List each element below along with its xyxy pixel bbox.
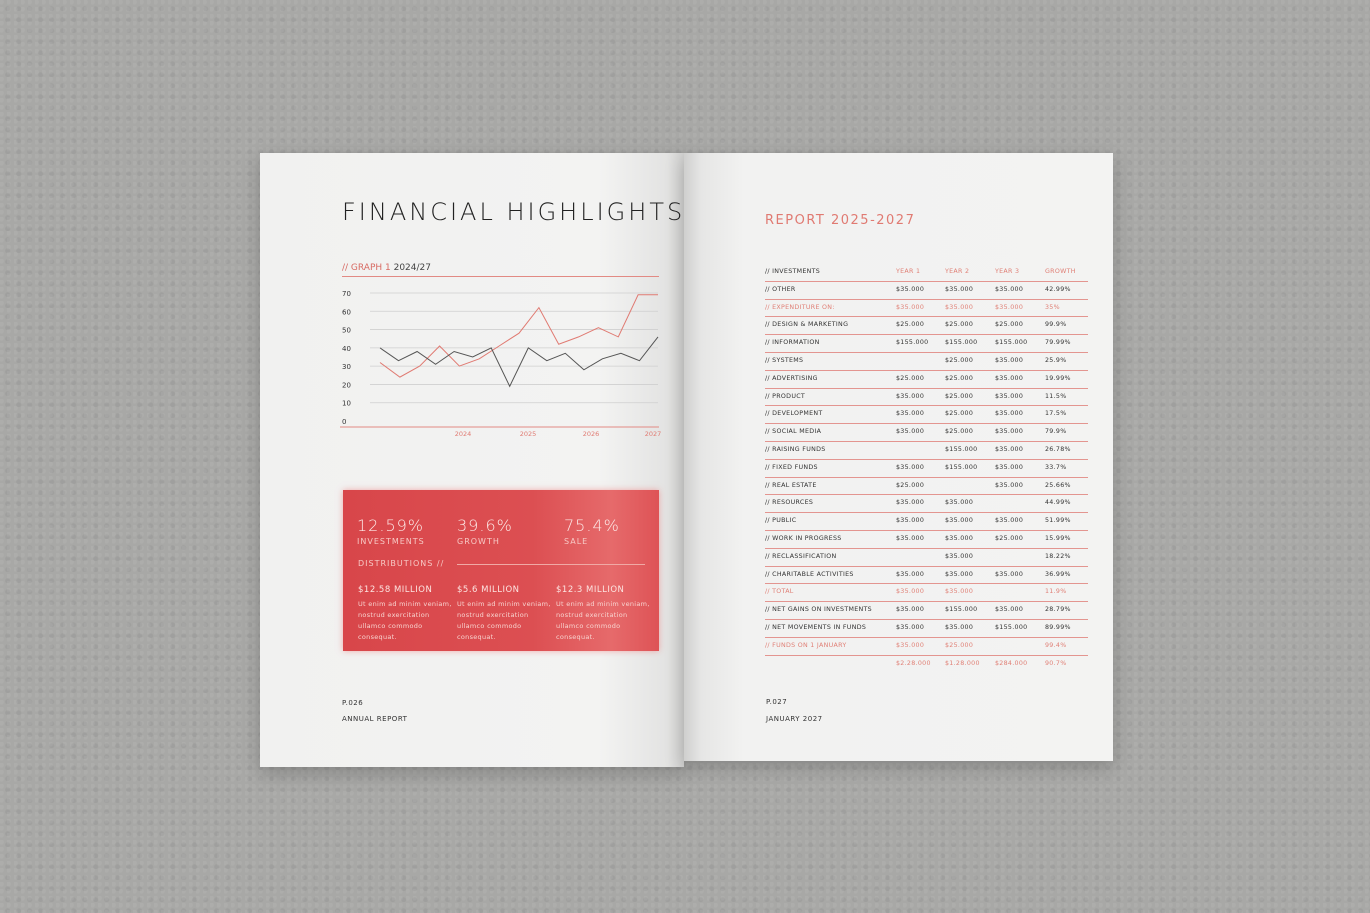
table-cell: $35.000 xyxy=(896,606,925,614)
table-cell: 17.5% xyxy=(1045,410,1067,418)
table-cell: // EXPENDITURE ON: xyxy=(765,303,835,311)
table-cell: $155.000 xyxy=(945,445,978,453)
table-cell: $155.000 xyxy=(945,339,978,347)
table-cell: $35.000 xyxy=(945,588,974,596)
table-cell: // SYSTEMS xyxy=(765,356,804,364)
table-cell: 90.7% xyxy=(1045,659,1067,667)
x-tick-label: 2024 xyxy=(454,430,472,438)
table-cell: // PUBLIC xyxy=(765,517,797,525)
table-cell: // REAL ESTATE xyxy=(765,481,817,489)
table-row xyxy=(765,531,1088,549)
table-cell: 28.79% xyxy=(1045,606,1071,614)
table-cell: $155.000 xyxy=(995,339,1028,347)
table-cell: $25.000 xyxy=(945,392,974,400)
table-cell: // ADVERTISING xyxy=(765,374,818,382)
table-cell: $35.000 xyxy=(995,570,1024,578)
table-cell: 42.99% xyxy=(1045,285,1071,293)
table-cell: $25.000 xyxy=(945,641,974,649)
stat-sale-label: SALE xyxy=(564,537,589,546)
table-cell: $35.000 xyxy=(896,428,925,436)
table-cell: 79.99% xyxy=(1045,339,1071,347)
table-cell: $35.000 xyxy=(945,303,974,311)
table-cell: $25.000 xyxy=(995,321,1024,329)
table-row xyxy=(765,549,1088,567)
left-page xyxy=(260,153,684,767)
table-cell: 18.22% xyxy=(1045,552,1071,560)
table-cell: $35.000 xyxy=(896,641,925,649)
table-cell: $35.000 xyxy=(896,517,925,525)
table-cell: $25.000 xyxy=(995,534,1024,542)
table-cell: // WORK IN PROGRESS xyxy=(765,534,842,542)
y-tick-label: 70 xyxy=(342,290,351,298)
y-tick-label: 30 xyxy=(342,363,351,372)
table-cell: 99.4% xyxy=(1045,641,1067,649)
table-cell: // TOTAL xyxy=(765,588,794,596)
table-cell: $35.000 xyxy=(896,303,925,311)
table-cell: 25.66% xyxy=(1045,481,1071,489)
stat-investments-value: 12.59% xyxy=(357,516,425,535)
table-cell: $25.000 xyxy=(945,374,974,382)
right-page-number: P.027 xyxy=(766,698,788,706)
table-cell: $25.000 xyxy=(945,428,974,436)
table-row xyxy=(765,478,1088,496)
table-cell: $35.000 xyxy=(896,463,925,471)
table-cell: $35.000 xyxy=(995,285,1024,293)
table-cell: 51.99% xyxy=(1045,517,1071,525)
table-cell: // FUNDS ON 1 JANUARY xyxy=(765,641,847,649)
table-cell: $35.000 xyxy=(945,517,974,525)
stat-growth-label: GROWTH xyxy=(457,537,500,546)
table-cell: $25.000 xyxy=(896,321,925,329)
table-cell: $35.000 xyxy=(995,517,1024,525)
x-tick-label: 2027 xyxy=(644,430,662,438)
y-tick-label: 40 xyxy=(342,344,351,353)
table-cell: $155.000 xyxy=(945,606,978,614)
table-cell: 36.99% xyxy=(1045,570,1071,578)
table-row xyxy=(765,513,1088,531)
table-cell: $35.000 xyxy=(896,392,925,400)
distribution-amount: $12.58 MILLION xyxy=(358,585,433,595)
table-cell: $35.000 xyxy=(995,410,1024,418)
table-cell: // PRODUCT xyxy=(765,392,806,400)
table-cell: // FIXED FUNDS xyxy=(765,463,818,471)
distribution-text: Ut enim ad minim veniam, nostrud exercitation ullamco commodo consequat. xyxy=(556,600,650,641)
table-cell: $25.000 xyxy=(945,321,974,329)
line-chart xyxy=(336,280,666,445)
table-cell: 99.9% xyxy=(1045,321,1067,329)
graph-year: 2024/27 xyxy=(393,263,431,273)
table-cell: // CHARITABLE ACTIVITIES xyxy=(765,570,854,578)
y-tick-label: 50 xyxy=(342,326,351,335)
distribution-amount: $5.6 MILLION xyxy=(457,585,520,595)
table-row xyxy=(765,460,1088,478)
table-header-cell: GROWTH xyxy=(1045,268,1076,275)
table-row xyxy=(765,353,1088,371)
distributions-rule xyxy=(457,564,645,565)
table-cell: $35.000 xyxy=(945,623,974,631)
table-row xyxy=(765,371,1088,389)
table-row xyxy=(765,406,1088,424)
table-cell: $155.000 xyxy=(945,463,978,471)
table-header-cell: YEAR 2 xyxy=(945,268,970,275)
table-row xyxy=(765,602,1088,620)
table-cell: $155.000 xyxy=(896,339,929,347)
table-row xyxy=(765,567,1088,585)
y-tick-label: 20 xyxy=(342,381,351,390)
table-cell: 89.99% xyxy=(1045,623,1071,631)
table-row xyxy=(765,656,1088,673)
table-cell: $35.000 xyxy=(896,588,925,596)
table-row xyxy=(765,317,1088,335)
table-header-cell: YEAR 3 xyxy=(995,268,1020,275)
left-footer-text: ANNUAL REPORT xyxy=(342,715,408,723)
stat-growth-value: 39.6% xyxy=(457,516,513,535)
table-cell: 33.7% xyxy=(1045,463,1067,471)
table-cell: $2.28.000 xyxy=(896,659,931,667)
table-row xyxy=(765,282,1088,300)
distribution-text: Ut enim ad minim veniam, nostrud exercitation ullamco commodo consequat. xyxy=(358,600,452,641)
graph-label-text: // GRAPH 1 xyxy=(342,263,391,273)
y-tick-label: 0 xyxy=(342,418,347,426)
table-cell: // DEVELOPMENT xyxy=(765,410,823,418)
table-cell: $35.000 xyxy=(896,499,925,507)
table-cell: $25.000 xyxy=(945,410,974,418)
x-tick-label: 2025 xyxy=(519,430,537,438)
table-cell: $35.000 xyxy=(896,570,925,578)
table-cell: 11.5% xyxy=(1045,392,1067,400)
table-cell: $35.000 xyxy=(945,534,974,542)
distributions-label: DISTRIBUTIONS // xyxy=(358,559,445,568)
table-cell: $35.000 xyxy=(945,499,974,507)
y-tick-label: 10 xyxy=(342,399,351,408)
table-cell: // RECLASSIFICATION xyxy=(765,552,837,560)
table-cell: // NET GAINS ON INVESTMENTS xyxy=(765,606,872,614)
table-cell: // INFORMATION xyxy=(765,339,820,347)
table-cell: 35% xyxy=(1045,303,1060,311)
report-title: REPORT 2025-2027 xyxy=(765,213,916,228)
table-cell: 25.9% xyxy=(1045,356,1067,364)
table-cell: $25.000 xyxy=(896,374,925,382)
table-cell: 26.78% xyxy=(1045,445,1071,453)
table-header-cell: YEAR 1 xyxy=(896,268,921,275)
table-cell: 79.9% xyxy=(1045,428,1067,436)
graph-rule xyxy=(342,276,659,277)
table-row xyxy=(765,495,1088,513)
table-cell: $35.000 xyxy=(995,392,1024,400)
series-line-0 xyxy=(380,295,658,377)
table-cell: // SOCIAL MEDIA xyxy=(765,428,822,436)
stat-sale-value: 75.4% xyxy=(564,516,620,535)
table-cell: $35.000 xyxy=(995,606,1024,614)
table-cell: $35.000 xyxy=(995,463,1024,471)
table-row xyxy=(765,389,1088,407)
table-cell: $35.000 xyxy=(896,534,925,542)
table-cell: $155.000 xyxy=(995,623,1028,631)
table-cell: // RAISING FUNDS xyxy=(765,445,826,453)
table-cell: $35.000 xyxy=(995,428,1024,436)
stat-investments-label: INVESTMENTS xyxy=(357,537,425,546)
y-tick-label: 60 xyxy=(342,308,351,317)
table-row xyxy=(765,424,1088,442)
table-cell: $35.000 xyxy=(995,445,1024,453)
table-cell: 15.99% xyxy=(1045,534,1071,542)
table-header-cell: // INVESTMENTS xyxy=(765,268,821,275)
table-cell: $35.000 xyxy=(995,374,1024,382)
table-cell: $284.000 xyxy=(995,659,1028,667)
table-cell: // RESOURCES xyxy=(765,499,814,507)
right-footer-text: JANUARY 2027 xyxy=(766,715,823,723)
table-cell: $35.000 xyxy=(945,552,974,560)
x-tick-label: 2026 xyxy=(582,430,600,438)
table-cell: 19.99% xyxy=(1045,374,1071,382)
table-row xyxy=(765,300,1088,318)
table-cell: $35.000 xyxy=(945,570,974,578)
table-cell: 44.99% xyxy=(1045,499,1071,507)
table-cell: // DESIGN & MARKETING xyxy=(765,321,849,329)
table-cell: $25.000 xyxy=(896,481,925,489)
table-row xyxy=(765,335,1088,353)
table-cell: $35.000 xyxy=(896,623,925,631)
table-cell: 11.9% xyxy=(1045,588,1067,596)
table-cell: // OTHER xyxy=(765,285,796,293)
table-cell: $35.000 xyxy=(896,410,925,418)
distribution-text: Ut enim ad minim veniam, nostrud exercitation ullamco commodo consequat. xyxy=(457,600,551,641)
left-page-number: P.026 xyxy=(342,699,364,707)
table-cell: $35.000 xyxy=(995,303,1024,311)
table-cell: $35.000 xyxy=(995,356,1024,364)
table-cell: $35.000 xyxy=(945,285,974,293)
distribution-amount: $12.3 MILLION xyxy=(556,585,625,595)
table-row xyxy=(765,620,1088,638)
table-cell: $35.000 xyxy=(995,481,1024,489)
table-cell: $1.28.000 xyxy=(945,659,980,667)
table-row xyxy=(765,638,1088,656)
table-cell: $35.000 xyxy=(896,285,925,293)
graph-label xyxy=(342,263,431,273)
table-cell: $25.000 xyxy=(945,356,974,364)
table-row xyxy=(765,442,1088,460)
table-row xyxy=(765,584,1088,602)
table-cell: // NET MOVEMENTS IN FUNDS xyxy=(765,623,867,631)
highlights-box xyxy=(343,490,659,651)
series-line-1 xyxy=(380,337,658,386)
report-table xyxy=(765,264,1088,672)
page-title: FINANCIAL HIGHLIGHTS xyxy=(342,198,686,226)
table-header-row xyxy=(765,264,1088,282)
